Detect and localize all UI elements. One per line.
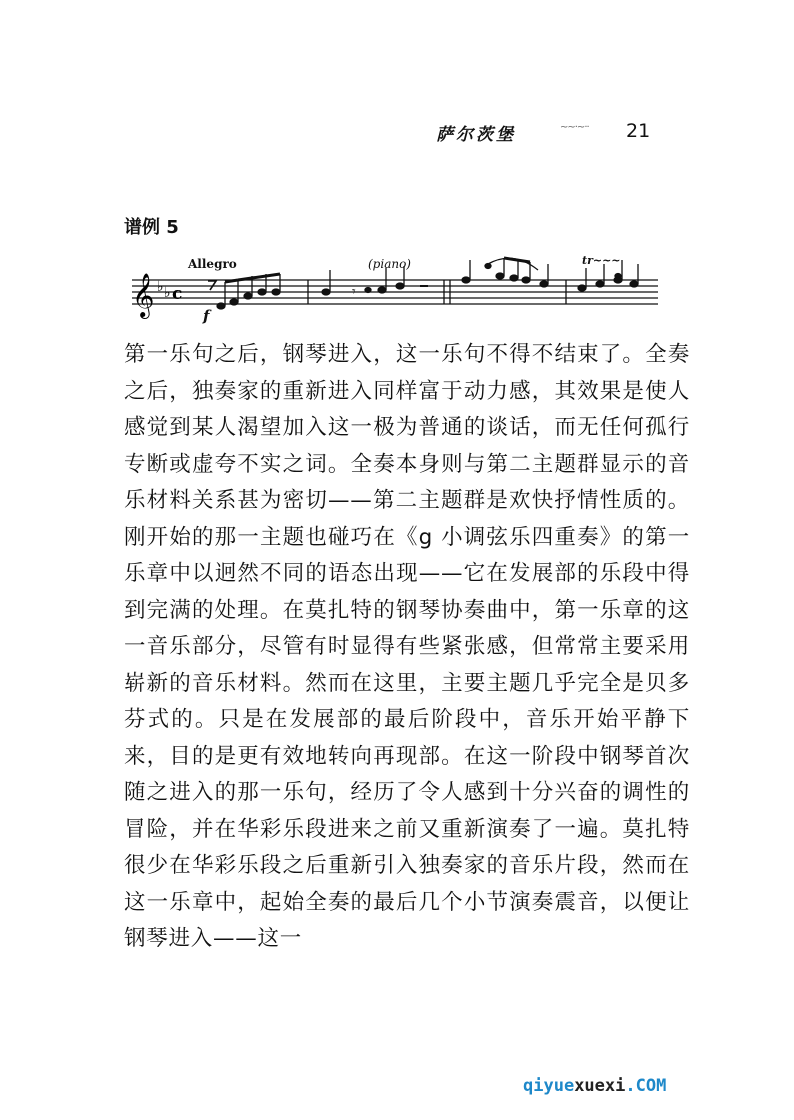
time-signature-c: c [172, 284, 183, 304]
tempo-marking: Allegro [188, 257, 237, 271]
dynamic-marking: f [203, 307, 210, 325]
body-paragraph: 第一乐句之后，钢琴进入，这一乐句不得不结束了。全奏之后，独奏家的重新进入同样富于动力感，其效果是使人感觉到某人渴望加入这一极为普通的谈话，而无任何孤行专断或虚夸不实之词。全奏本身则与第二主题群显示的音乐材料关系甚为密切——第二主题群是欢快抒情性质的。刚开始的那一主题也碰巧在《g 小调弦乐四重奏》的第一乐章中以迥然不同的语态出现——它在发展部的乐段中得到完满的处理。在莫扎特的钢琴协奏曲中，第一乐章的这一音乐部分，尽管有时显得有些紧张感，但常常主要采用崭新的音乐材料。然而在这里，主要主题几乎完全是贝多芬式的。只是在发展部的最后阶段中，音乐开始平静下来，目的是更有效地转向再现部。在这一阶段中钢琴首次随之进入的那一乐句，经历了令人感到十分兴奋的调性的冒险，并在华彩乐段进来之前又重新演奏了一遍。莫扎特很少在华彩乐段之后重新引入独奏家的音乐片段，然而在这一乐章中，起始全奏的最后几个小节演奏震音，以便让钢琴进入——这一 [124, 342, 690, 951]
page-number: 21 [626, 120, 651, 142]
expression-marking: (piano) [368, 257, 411, 271]
running-head-ornament: ~~·~·· [560, 122, 589, 133]
watermark [523, 1076, 666, 1096]
notes-measure-2 [322, 266, 428, 300]
example-label: 谱例 5 [124, 217, 179, 238]
staff-lines [132, 280, 658, 304]
watermark-part: xuexi [574, 1076, 626, 1096]
key-signature-flat-icon: ♭ [157, 279, 164, 295]
svg-text:𝄾: 𝄾 [352, 284, 356, 300]
running-head-title: 萨尔茨堡 [436, 125, 516, 145]
treble-clef-icon: 𝄞 [132, 273, 155, 317]
notes-measure-3 [462, 258, 548, 287]
trill-marking: tr~~~ [582, 254, 621, 267]
key-signature-flat-icon: ♭ [164, 285, 171, 301]
music-example [128, 250, 660, 328]
watermark-part: qiyue [523, 1076, 575, 1096]
watermark-part: .COM [625, 1076, 667, 1096]
